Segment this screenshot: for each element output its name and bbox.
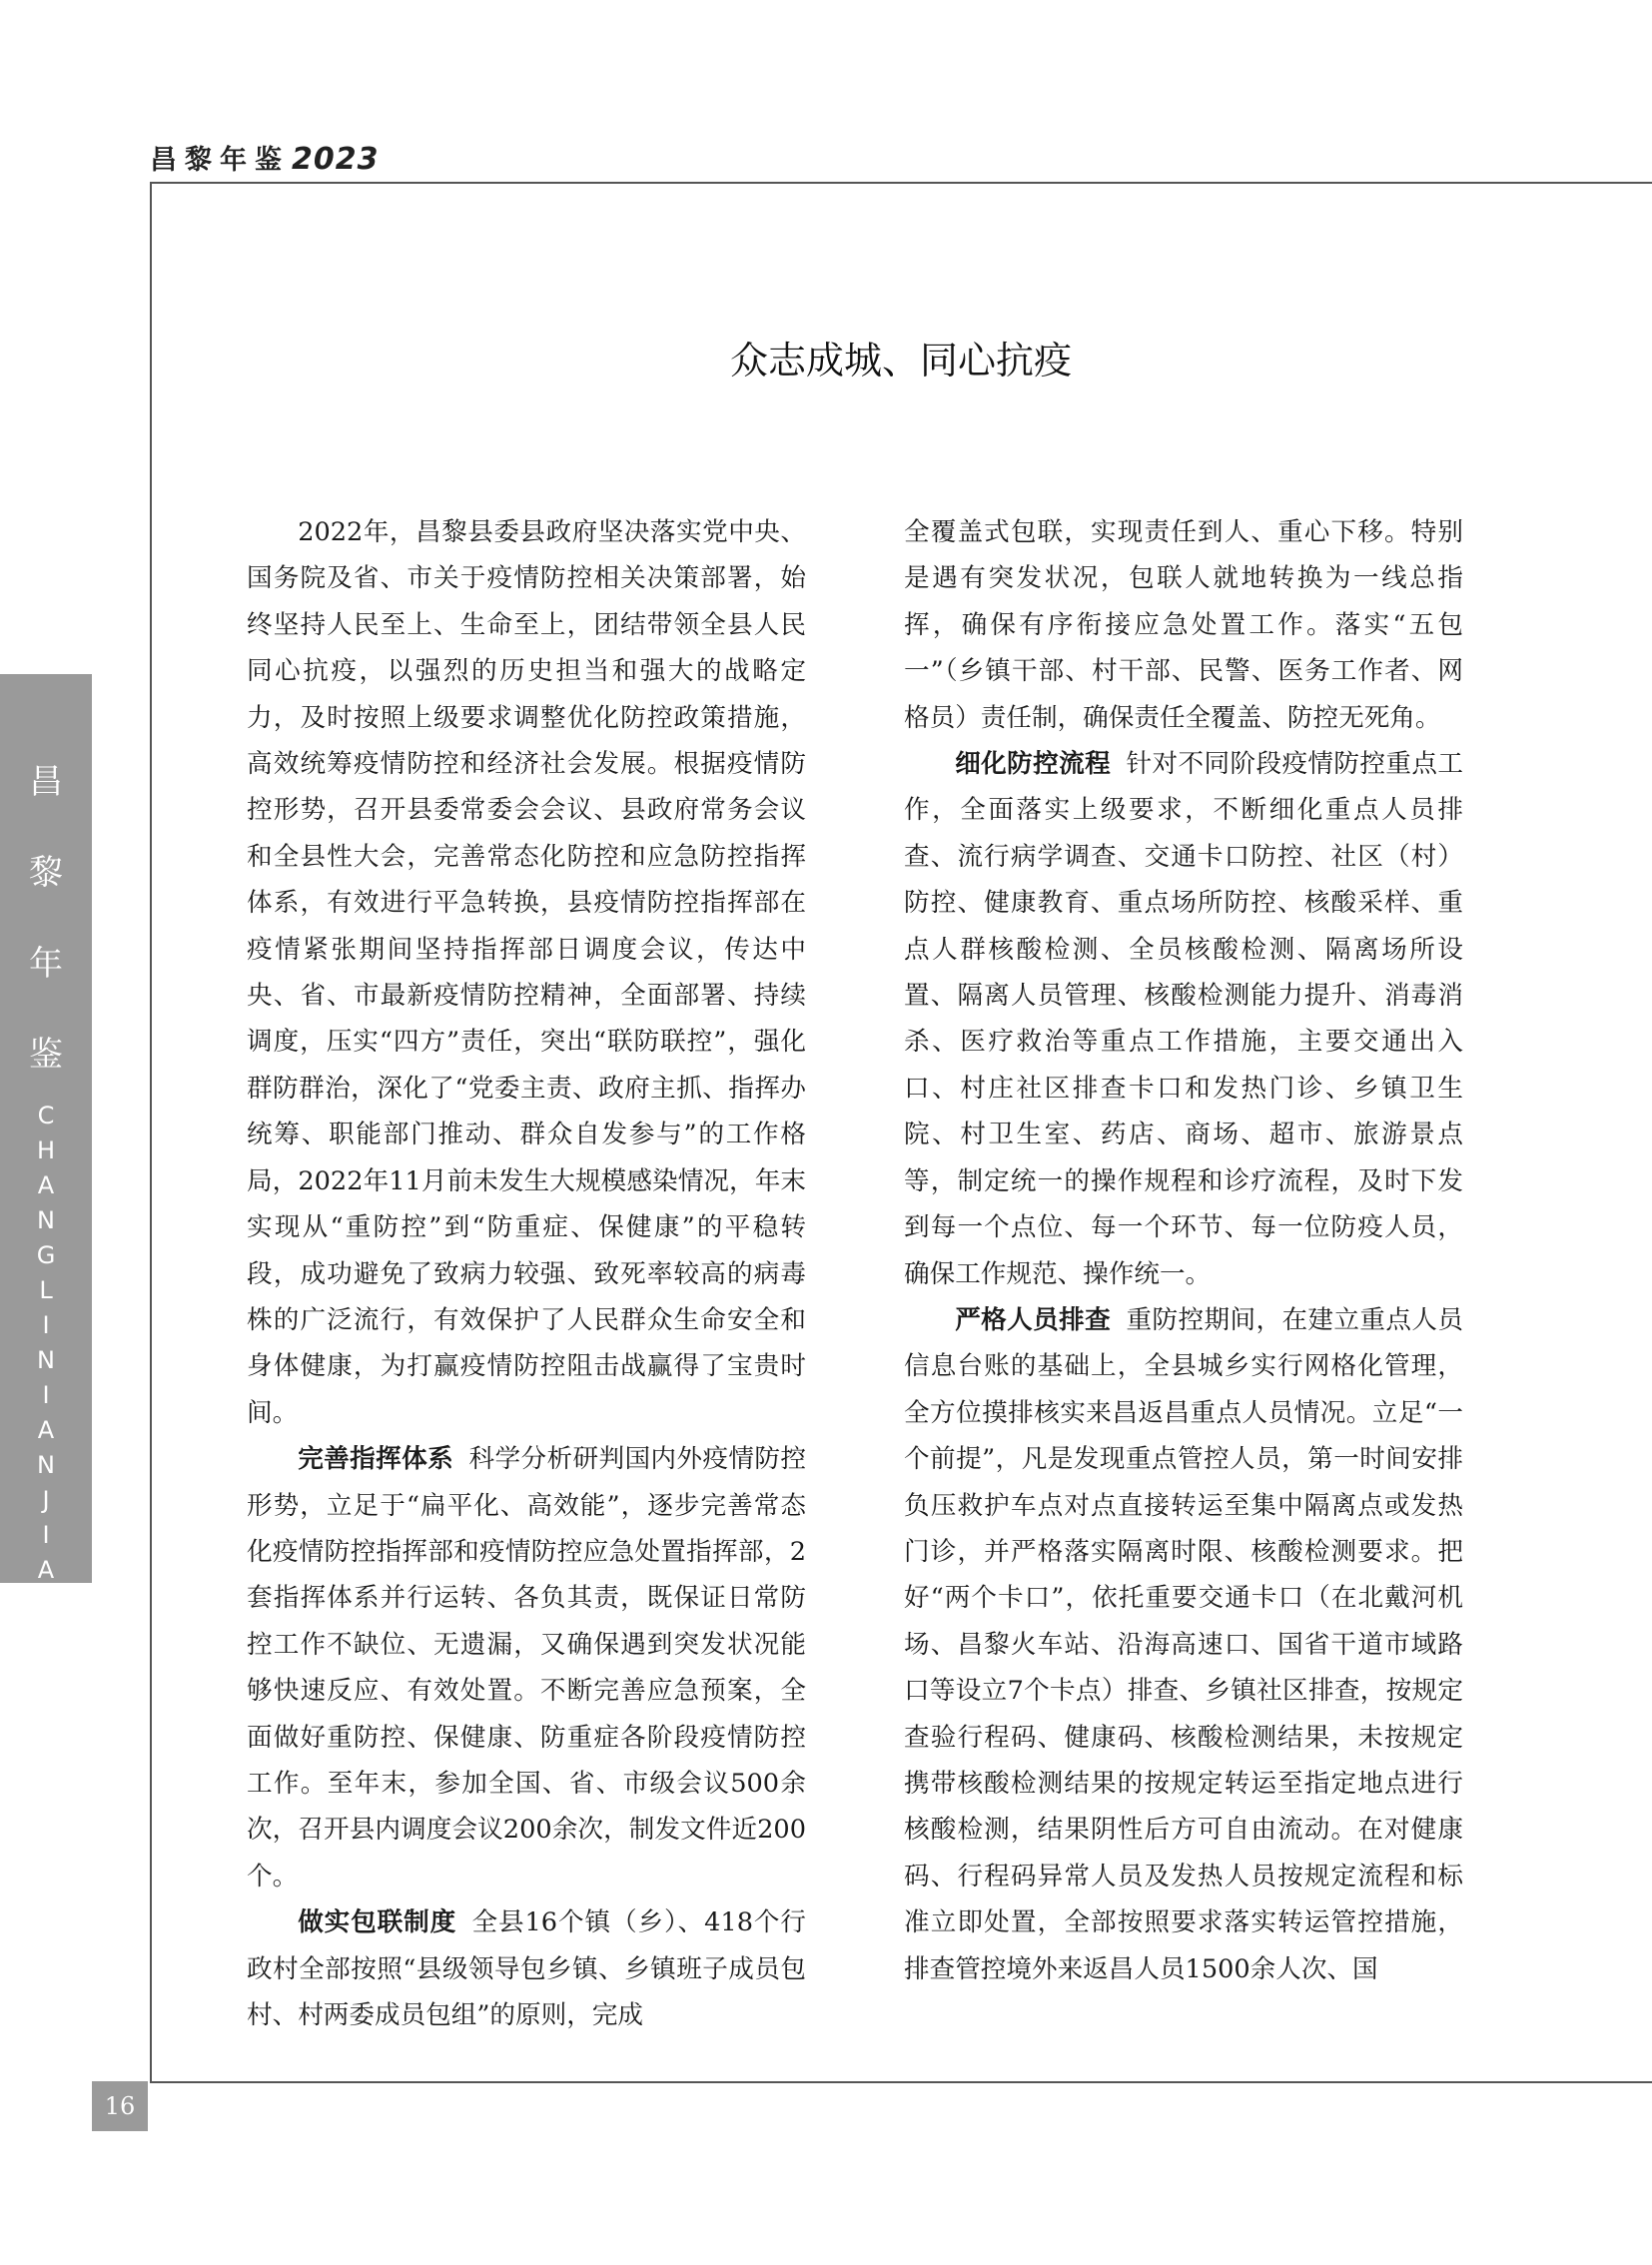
- side-tab-letter: I: [42, 1521, 50, 1549]
- paragraph-heading: 做实包联制度: [298, 1907, 457, 1938]
- paragraph-command-system: [247, 1436, 806, 1899]
- side-tab-letter: I: [42, 1381, 50, 1409]
- paragraph-heading: 完善指挥体系: [298, 1444, 454, 1475]
- paragraph-text: 全覆盖式包联，实现责任到人、重心下移。特别是遇有突发状况，包联人就地转换为一线总指挥，确保有序衔接应急处置工作。落实“五包一”（乡镇干部、村干部、民警、医务工作者、网格员）责任制，确保责任全覆盖、防控无死角。: [904, 517, 1463, 733]
- frame-left-rule: [150, 182, 152, 2083]
- paragraph-text: 重防控期间，在建立重点人员信息台账的基础上，全县城乡实行网格化管理，全方位摸排核实来昌返昌重点人员情况。立足“一个前提”，凡是发现重点管控人员，第一时间安排负压救护车点对点直接转运至集中隔离点或发热门诊，并严格落实隔离时限、核酸检测要求。把好“两个卡口”，依托重要交通卡口（在北戴河机场、昌黎火车站、沿海高速口、国省干道市域路口等设立7个卡点）排查、乡镇社区排查，按规定查验行程码、健康码、核酸检测结果，未按规定携带核酸检测结果的按规定转运至指定地点进行核酸检测，结果阴性后方可自由流动。在对健康码、行程码异常人员及发热人员按规定流程和标准立即处置，全部按照要求落实转运管控措施，排查管控境外来返昌人员1500余人次、国: [904, 1304, 1463, 1984]
- side-tab-letter: L: [39, 1276, 53, 1304]
- side-tab-latin: [0, 1104, 92, 1617]
- paragraph-control-process: [904, 741, 1463, 1297]
- paragraph-contact-system: [247, 1899, 806, 2038]
- paragraph-continuation: [904, 509, 1463, 741]
- paragraph-heading: 细化防控流程: [955, 749, 1112, 780]
- right-column: [904, 509, 1463, 1992]
- article-title: 众志成城、同心抗疫: [729, 339, 1072, 382]
- side-tab-letter: H: [36, 1136, 56, 1164]
- side-tab: [0, 674, 92, 1619]
- paragraph-intro: [247, 509, 806, 1436]
- paragraph-text: 全县16个镇（乡）、418个行政村全部按照“县级领导包乡镇、乡镇班子成员包村、村两委成员包组”的原则，完成: [247, 1907, 806, 2030]
- side-tab-letter: I: [42, 1311, 50, 1339]
- side-tab-char: 昌: [29, 762, 63, 802]
- frame-top-rule: [150, 182, 1652, 184]
- side-tab-char: 年: [29, 944, 63, 984]
- side-tab-letter: N: [37, 1451, 55, 1479]
- paragraph-personnel-screening: [904, 1297, 1463, 1992]
- side-tab-chinese: [0, 754, 92, 1076]
- side-tab-letter: N: [37, 1206, 55, 1234]
- paragraph-text: 2022年，昌黎县委县政府坚决落实党中央、国务院及省、市关于疫情防控相关决策部署，始终坚持人民至上、生命至上，团结带领全县人民同心抗疫，以强烈的历史担当和强大的战略定力，及时按照上级要求调整优化防控政策措施，高效统筹疫情防控和经济社会发展。根据疫情防控形势，召开县委常委会会议、县政府常务会议和全县性大会，完善常态化防控和应急防控指挥体系，有效进行平急转换，县疫情防控指挥部在疫情紧张期间坚持指挥部日调度会议，传达中央、省、市最新疫情防控精神，全面部署、持续调度，压实“四方”责任，突出“联防联控”，强化群防群治，深化了“党委主责、政府主抓、指挥办统筹、职能部门推动、群众自发参与”的工作格局，2022年11月前未发生大规模感染情况，年末实现从“重防控”到“防重症、保健康”的平稳转段，成功避免了致病力较强、致死率较高的病毒株的广泛流行，有效保护了人民群众生命安全和身体健康，为打赢疫情防控阻击战赢得了宝贵时间。: [247, 517, 806, 1428]
- side-tab-letter: N: [37, 1591, 55, 1619]
- page-number: 16: [92, 2081, 148, 2131]
- side-tab-char: 黎: [29, 853, 63, 893]
- side-tab-letter: A: [37, 1171, 55, 1199]
- side-tab-letter: J: [42, 1486, 50, 1514]
- frame-bottom-rule: [150, 2081, 1652, 2083]
- paragraph-heading: 严格人员排查: [955, 1304, 1112, 1335]
- running-header-year: 2023: [292, 142, 380, 177]
- side-tab-letter: A: [37, 1416, 55, 1444]
- side-tab-letter: G: [36, 1241, 56, 1269]
- left-column: [247, 509, 806, 2038]
- side-tab-char: 鉴: [29, 1035, 63, 1075]
- paragraph-text: 针对不同阶段疫情防控重点工作，全面落实上级要求，不断细化重点人员排查、流行病学调查、交通卡口防控、社区（村）防控、健康教育、重点场所防控、核酸采样、重点人群核酸检测、全员核酸检测、隔离场所设置、隔离人员管理、核酸检测能力提升、消毒消杀、医疗救治等重点工作措施，主要交通出入口、村庄社区排查卡口和发热门诊、乡镇卫生院、村卫生室、药店、商场、超市、旅游景点等，制定统一的操作规程和诊疗流程，及时下发到每一个点位、每一个环节、每一位防疫人员，确保工作规范、操作统一。: [904, 749, 1463, 1289]
- side-tab-letter: C: [37, 1102, 55, 1130]
- running-header-title: 昌黎年鉴: [150, 145, 290, 176]
- side-tab-letter: A: [37, 1556, 55, 1584]
- running-header: [150, 138, 380, 177]
- paragraph-text: 科学分析研判国内外疫情防控形势，立足于“扁平化、高效能”，逐步完善常态化疫情防控指挥部和疫情防控应急处置指挥部，2套指挥体系并行运转、各负其责，既保证日常防控工作不缺位、无遗漏，又确保遇到突发状况能够快速反应、有效处置。不断完善应急预案，全面做好重防控、保健康、防重症各阶段疫情防控工作。至年末，参加全国、省、市级会议500余次，召开县内调度会议200余次，制发文件近200个。: [247, 1444, 806, 1891]
- side-tab-letter: N: [37, 1346, 55, 1374]
